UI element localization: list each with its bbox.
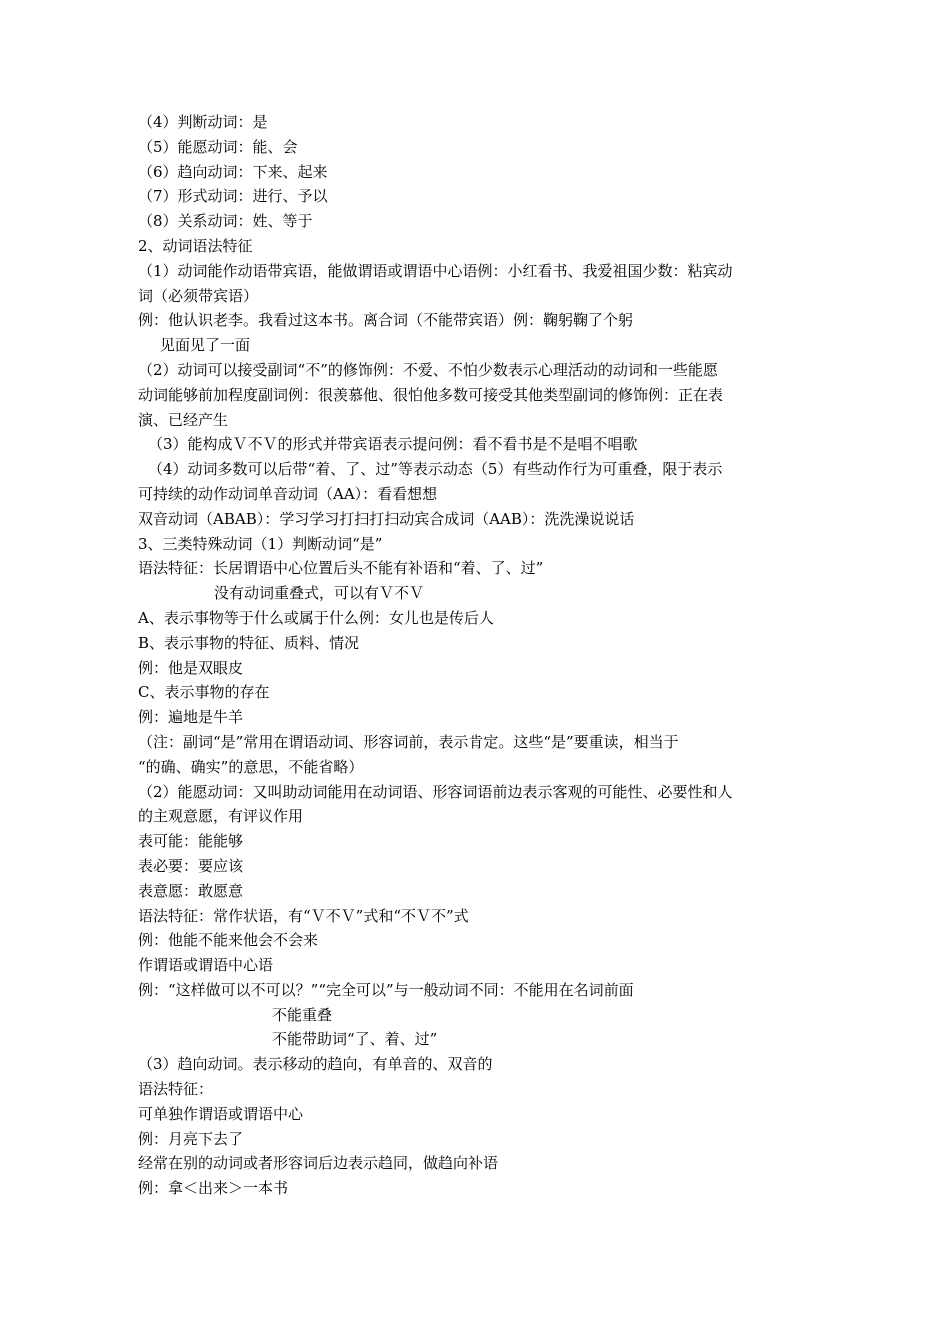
text-line: “的确、确实”的意思，不能省略） — [138, 757, 364, 776]
text-line: （6）趋向动词：下来、起来 — [138, 162, 328, 181]
text-line: 表意愿：敢愿意 — [138, 881, 244, 900]
text-line: 双音动词（ABAB）：学习学习打扫打扫动宾合成词（AAB）：洗洗澡说说话 — [138, 509, 635, 528]
text-line: 表必要：要应该 — [138, 856, 244, 875]
text-line: 词（必须带宾语） — [138, 286, 259, 305]
text-line: （8）关系动词：姓、等于 — [138, 212, 313, 231]
text-line: （2）动词可以接受副词“不”的修饰例：不爱、不怕少数表示心理活动的动词和一些能愿 — [138, 360, 718, 379]
text-line: 见面见了一面 — [160, 336, 251, 355]
text-line: 演、已经产生 — [138, 410, 229, 429]
text-line: （7）形式动词：进行、予以 — [138, 187, 328, 206]
section-heading: 2、动词语法特征 — [138, 236, 253, 255]
text-line: （4）判断动词：是 — [138, 113, 268, 131]
text-line: （3）能构成Ｖ不Ｖ的形式并带宾语表示提问例：看不看书是不是唱不唱歌 — [148, 435, 638, 454]
text-line: 可单独作谓语或谓语中心 — [138, 1104, 304, 1123]
text-line: A、表示事物等于什么或属于什么例：女儿也是传后人 — [138, 608, 494, 627]
text-line: （2）能愿动词：又叫助动词能用在动词语、形容词语前边表示客观的可能性、必要性和人 — [138, 782, 733, 801]
text-line: 不能带助词“了、着、过” — [272, 1030, 438, 1049]
text-line: 例：他是双眼皮 — [138, 658, 244, 677]
text-line: 例：遍地是牛羊 — [138, 708, 244, 727]
text-line: 作谓语或谓语中心语 — [138, 956, 274, 975]
text-line: 可持续的动作动词单音动词（AA）：看看想想 — [138, 484, 438, 503]
document-body — [138, 110, 818, 1201]
text-line: （3）趋向动词。表示移动的趋向，有单音的、双音的 — [138, 1055, 493, 1074]
section-heading: 3、三类特殊动词（1）判断动词“是” — [138, 534, 383, 553]
text-line: 例：月亮下去了 — [138, 1129, 244, 1148]
text-line: （5）能愿动词：能、会 — [138, 137, 298, 156]
text-line: 语法特征：常作状语，有“Ｖ不Ｖ”式和“不Ｖ不”式 — [138, 906, 469, 925]
text-line: 例：拿＜出来＞一本书 — [138, 1179, 289, 1198]
text-line: 例：他认识老李。我看过这本书。离合词（不能带宾语）例：鞠躬鞠了个躬 — [138, 311, 634, 330]
text-line: 经常在别的动词或者形容词后边表示趋同，做趋向补语 — [138, 1154, 499, 1173]
text-line: 动词能够前加程度副词例：很羡慕他、很怕他多数可接受其他类型副词的修饰例：正在表 — [138, 385, 724, 404]
text-line: 不能重叠 — [272, 1005, 333, 1024]
text-line: B、表示事物的特征、质料、情况 — [138, 633, 360, 652]
text-line: 语法特征： — [138, 1080, 214, 1099]
text-line: 例：他能不能来他会不会来 — [138, 931, 319, 950]
text-line: 语法特征：长居谓语中心位置后头不能有补语和“着、了、过” — [138, 559, 544, 578]
text-line: （注：副词“是”常用在谓语动词、形容词前，表示肯定。这些“是”要重读，相当于 — [138, 732, 679, 751]
text-line: C、表示事物的存在 — [138, 683, 270, 702]
text-line: （1）动词能作动语带宾语，能做谓语或谓语中心语例：小红看书、我爱祖国少数：粘宾动 — [138, 261, 733, 280]
text-line: 没有动词重叠式，可以有Ｖ不Ｖ — [214, 584, 425, 603]
text-line: 表可能：能能够 — [138, 832, 244, 851]
text-line: （4）动词多数可以后带“着、了、过”等表示动态（5）有些动作行为可重叠，限于表示 — [148, 460, 723, 479]
text-line: 的主观意愿，有评议作用 — [138, 807, 304, 826]
text-line: 例：“这样做可以不可以？”“完全可以”与一般动词不同：不能用在名词前面 — [138, 980, 634, 999]
